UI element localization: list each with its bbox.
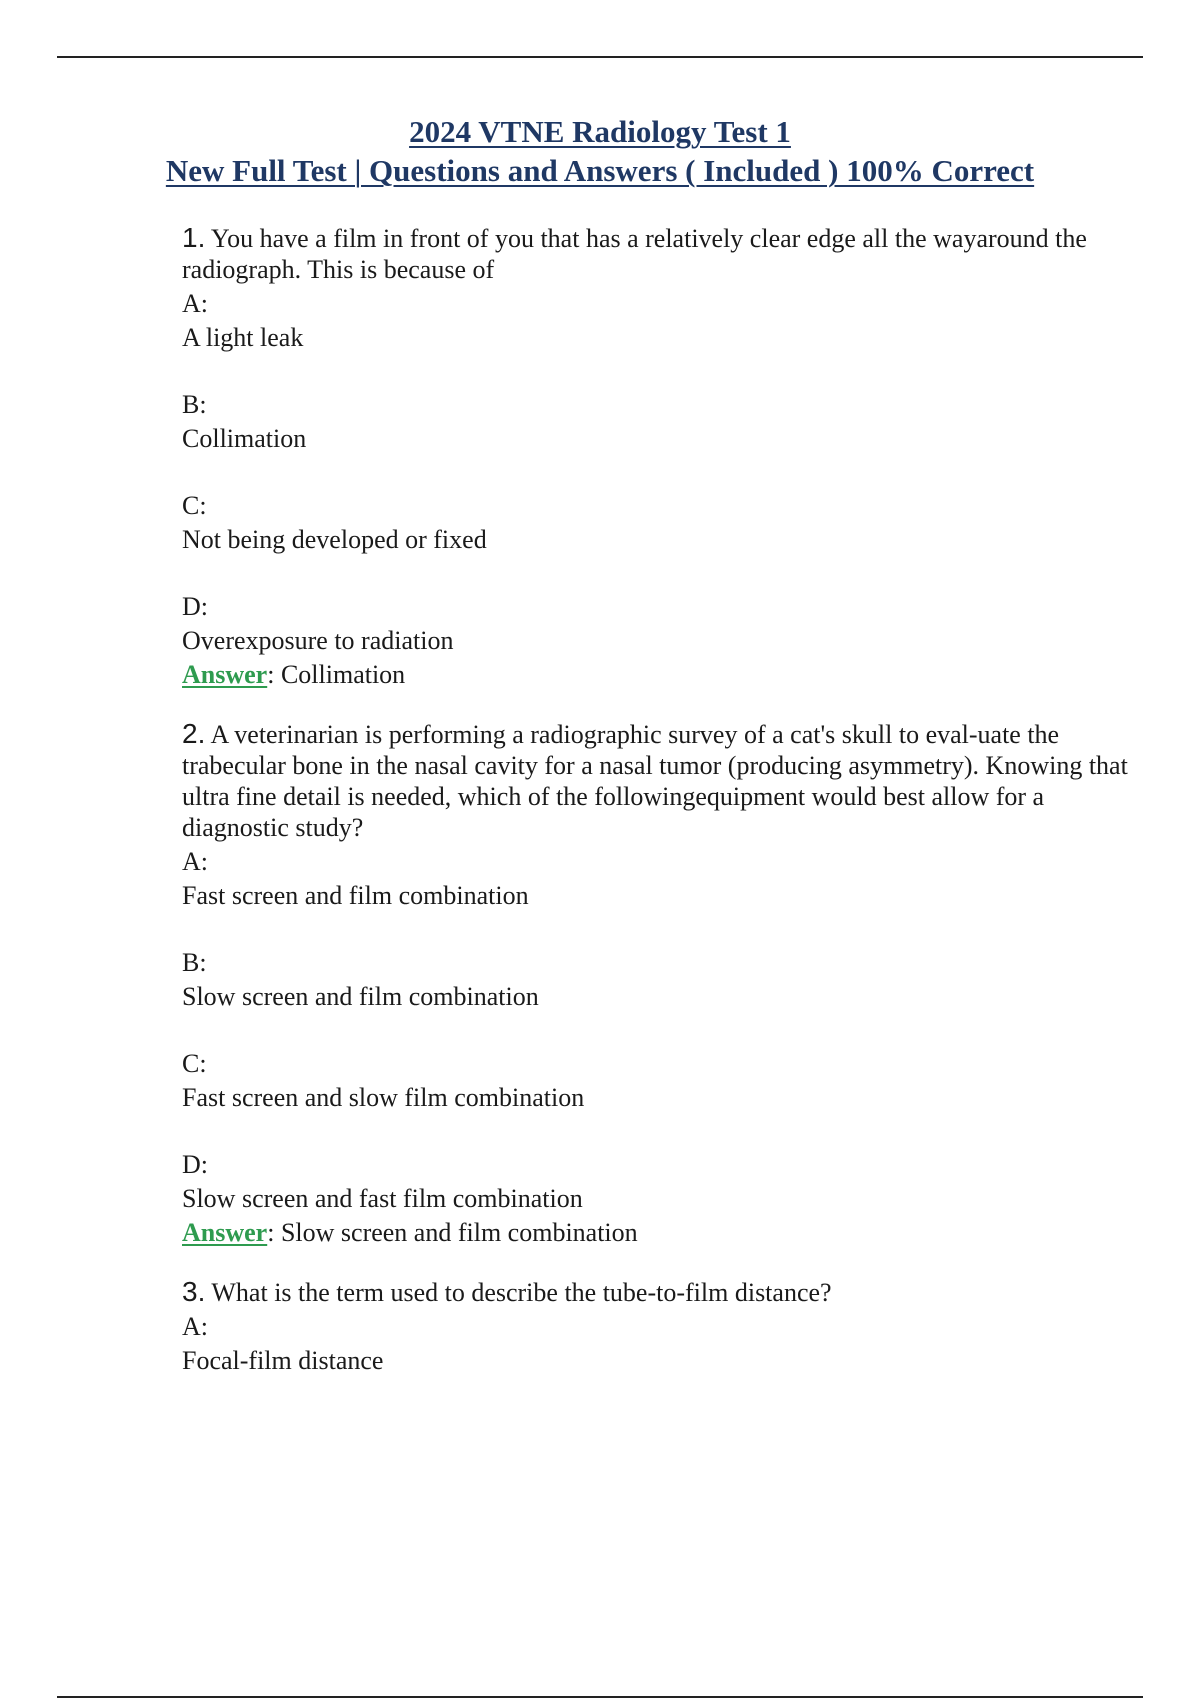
answer-line: Answer: Collimation: [182, 660, 406, 689]
title-line-1: 2024 VTNE Radiology Test 1: [409, 114, 791, 149]
option-c: [182, 1048, 1142, 1113]
option-b: [182, 389, 1142, 454]
document-title: [0, 112, 1200, 190]
question-2: [182, 718, 1142, 1248]
answer-text: Collimation: [280, 660, 406, 689]
question-number: 3.: [182, 1276, 206, 1307]
option-label: D:: [182, 1150, 208, 1179]
question-1: [182, 222, 1142, 690]
option-label: C:: [182, 491, 207, 520]
option-d: [182, 591, 1142, 656]
option-a: [182, 288, 1142, 353]
question-number: 1.: [182, 222, 206, 253]
option-label: D:: [182, 592, 208, 621]
option-text: Focal-film distance: [182, 1346, 384, 1375]
question-list: [182, 222, 1142, 1404]
option-text: Slow screen and film combination: [182, 982, 539, 1011]
top-rule: [57, 56, 1143, 58]
question-text: You have a film in front of you that has a relatively clear edge all the wayaround the radiograph. This is because of: [182, 224, 1087, 284]
question-text: A veterinarian is performing a radiographic survey of a cat's skull to eval-uate the trabecular bone in the nasal cavity for a nasal tumor (producing asymmetry). Knowing that ultra fine detail is needed, which of the followingequipment would best allow for a diagnostic study?: [182, 720, 1128, 842]
option-text: A light leak: [182, 323, 304, 352]
option-a: [182, 1311, 1142, 1376]
bottom-rule: [57, 1696, 1143, 1698]
option-text: Fast screen and film combination: [182, 881, 529, 910]
option-text: Slow screen and fast film combination: [182, 1184, 583, 1213]
option-d: [182, 1149, 1142, 1214]
option-c: [182, 490, 1142, 555]
option-text: Fast screen and slow film combination: [182, 1083, 585, 1112]
question-3: [182, 1276, 1142, 1376]
option-a: [182, 846, 1142, 911]
answer-line: Answer: Slow screen and film combination: [182, 1218, 638, 1247]
question-number: 2.: [182, 718, 206, 749]
answer-label: Answer: [182, 1218, 268, 1247]
option-text: Overexposure to radiation: [182, 626, 454, 655]
answer-text: Slow screen and film combination: [280, 1218, 638, 1247]
option-label: A:: [182, 289, 208, 318]
answer-label: Answer: [182, 660, 268, 689]
question-stem: [182, 222, 1142, 285]
option-label: B:: [182, 948, 207, 977]
question-text: What is the term used to describe the tube-to-film distance?: [211, 1278, 832, 1307]
question-stem: [182, 718, 1142, 843]
question-stem: [182, 1276, 1142, 1308]
title-line-2: New Full Test | Questions and Answers ( Included ) 100% Correct: [165, 153, 1035, 188]
option-label: A:: [182, 847, 208, 876]
option-label: A:: [182, 1312, 208, 1341]
option-b: [182, 947, 1142, 1012]
option-text: Not being developed or fixed: [182, 525, 487, 554]
option-label: B:: [182, 390, 207, 419]
option-label: C:: [182, 1049, 207, 1078]
option-text: Collimation: [182, 424, 307, 453]
